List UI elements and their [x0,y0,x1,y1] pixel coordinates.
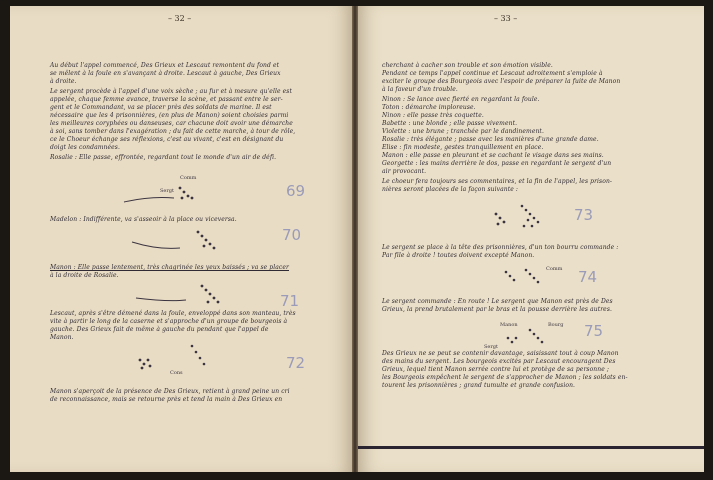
text-line: Pendant ce temps l'appel continue et Lescaut adroitement s'emploie à [382,70,603,77]
text-line: Elise : fin modeste, gestes tranquillement en place. [382,144,544,151]
text-line: Des Grieux ne se peut se contenir davantage, saisissant tout à coup Manon [382,350,619,357]
page-edge-stripe [358,446,704,449]
text-line: tourent les prisonnières ; grand tumulte et grande confusion. [382,382,576,389]
right-page [358,6,704,472]
text-line: Lescaut, après s'être démené dans la foule, enveloppé dans son manteau, très [50,310,296,317]
sketch-label: Cons [170,370,183,376]
text-line: nécessaire que les 4 prisonnières, (en plus de Manon) soient choisies parmi [50,112,289,119]
text-line: vite à partir le long de la caserne et s'approche d'un groupe de bourgeois à [50,318,288,325]
text-line: Madelon : Indifférente, va s'asseoir à la place ou viceversa. [50,216,237,223]
text-line: appelée, chaque femme avance, traverse la scène, et passant entre le ser- [50,96,283,103]
text-line: nières seront placées de la façon suivante : [382,186,519,193]
text-line: Le sergent se place à la tête des prisonnières, d'un ton bourru commande : [382,244,619,251]
pencil-annotation: 73 [574,206,594,224]
text-line: Manon. [50,334,74,341]
text-line: à soi, sans tomber dans l'exagération ; du fait de cette marche, à tour de rôle, [50,128,296,135]
text-line: Le sergent commande : En route ! Le sergent que Manon est près de Des [382,298,613,305]
pencil-annotation: 70 [282,226,302,244]
text-line: gent et le Commandant, va se placer près des soldats de marine. Il est [50,104,272,111]
left-page [10,6,352,472]
pencil-annotation: 75 [584,322,604,340]
text-line: ce le Choeur échange ses réflexions, c'est au vivant, c'est en désignant du [50,136,284,143]
sketch-label: Manon [500,322,518,328]
text-line: Georgette : les mains derrière le dos, passe en regardant le sergent d'un [382,160,612,167]
sketch-label: Sergt [484,344,498,350]
text-line: exciter le groupe des Bourgeois avec l'espoir de préparer la fuite de Manon [382,78,621,85]
text-line: Par file à droite ! toutes doivent excepté Manon. [382,252,535,259]
sketch-label: Comm [546,266,563,272]
text-line: Ninon : Se lance avec fierté en regardant la foule. [382,96,540,103]
sketch-label: Sergt [160,188,174,194]
text-line: Manon : Elle passe lentement, très chagrinée les yeux baissés ; va se placer [50,264,289,271]
text-line: doigt les condamnées. [50,144,120,151]
text-line: Babette : une blonde ; elle passe vivement. [382,120,518,127]
text-line: Manon s'aperçoit de la présence de Des Grieux, retient à grand peine un cri [50,388,290,395]
text-line: se mêlent à la foule en s'avançant à droite. Lescaut à gauche, Des Grieux [50,70,281,77]
text-line: Ninon : elle passe très coquette. [382,112,484,119]
pencil-annotation: 69 [286,182,306,200]
page-number: – 32 – [168,14,192,23]
text-line: les meilleures coryphées ou danseuses, car chacune doit avoir une démarche [50,120,293,127]
staging-sketch [478,312,578,352]
text-line: Grieux, lequel tient Manon serrée contre lui et protège de sa personne ; [382,366,610,373]
text-line: de reconnaissance, mais se retourne près et tend la main à Des Grieux en [50,396,283,403]
text-line: Le choeur fera toujours ses commentaires, et la fin de l'appel, les prison- [382,178,613,185]
text-line: des mains du sergent. Les bourgeois excités par Lescaut encouragent Des [382,358,616,365]
staging-sketch [130,338,240,378]
text-line: les Bourgeois empêchent le sergent de s'approcher de Manon ; les soldats en- [382,374,628,381]
text-line: Toton : démarche imploreuse. [382,104,476,111]
staging-sketch [120,168,220,212]
text-line: Le sergent procède à l'appel d'une voix sèche ; au fur et à mesure qu'elle est [50,88,292,95]
sketch-label: Bourg [548,322,564,328]
text-line: Au début l'appel commencé, Des Grieux et Lescaut remontent du fond et [50,62,280,69]
text-line: Grieux, la prend brutalement par le bras et la pousse derrière les autres. [382,306,613,313]
text-line: Manon : elle passe en pleurant et se cachant le visage dans ses mains. [382,152,604,159]
page-number: – 33 – [494,14,518,23]
text-line: à la droite de Rosalie. [50,272,119,279]
text-line: Violette : une brune ; tranchée par le dandinement. [382,128,544,135]
pencil-annotation: 72 [286,354,306,372]
pencil-annotation: 74 [578,268,598,286]
staging-sketch [478,196,568,242]
sketch-label: Comm [180,175,197,181]
text-line: Rosalie : Elle passe, effrontée, regardant tout le monde d'un air de défi. [50,154,277,161]
text-line: gauche. Des Grieux fait de même à gauche du pendant que l'appel de [50,326,269,333]
staging-sketch [486,258,576,294]
text-line: Rosalie : très élégante ; passe avec les manières d'une grande dame. [382,136,599,143]
text-line: à la faveur d'un trouble. [382,86,458,93]
pencil-annotation: 71 [280,292,300,310]
text-line: air provocant. [382,168,427,175]
text-line: cherchant à cacher son trouble et son émotion visible. [382,62,553,69]
text-line: à droite. [50,78,77,85]
staging-sketch [128,222,238,262]
